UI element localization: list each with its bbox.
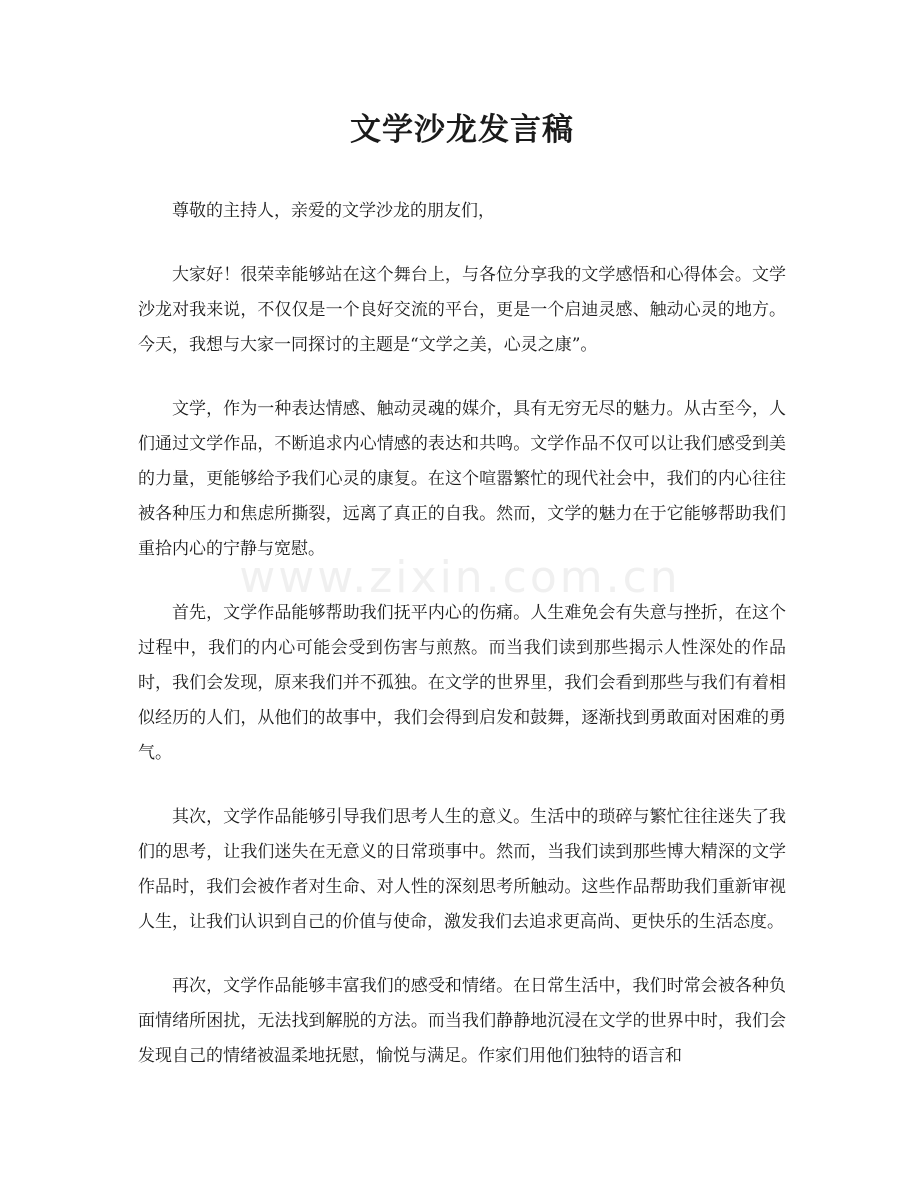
watermark-text: www.zixin.com.cn bbox=[239, 552, 681, 603]
paragraph-third-point: 再次，文学作品能够丰富我们的感受和情绪。在日常生活中，我们时常会被各种负面情绪所困扰，无法找到解脱的方法。而当我们静静地沉浸在文学的世界中时，我们会发现自己的情绪被温柔地抚慰，愉悦与满足。作家们用他们独特的语言和 bbox=[138, 976, 786, 1066]
paragraph-opening: 大家好！很荣幸能够站在这个舞台上，与各位分享我的文学感悟和心得体会。文学沙龙对我来说，不仅仅是一个良好交流的平台，更是一个启迪灵感、触动心灵的地方。今天，我想与大家一同探讨的主题是“文学之美，心灵之康”。 bbox=[138, 265, 786, 355]
document-title: 文学沙龙发言稿 bbox=[350, 112, 574, 148]
paragraph-second-point: 其次，文学作品能够引导我们思考人生的意义。生活中的琐碎与繁忙往往迷失了我们的思考，让我们迷失在无意义的日常琐事中。然而，当我们读到那些博大精深的文学作品时，我们会被作者对生命、对人性的深刻思考所触动。这些作品帮助我们重新审视人生，让我们认识到自己的价值与使命，激发我们去追求更高尚、更快乐的生活态度。 bbox=[138, 807, 786, 932]
paragraph-first-point: 首先，文学作品能够帮助我们抚平内心的伤痛。人生难免会有失意与挫折，在这个过程中，我们的内心可能会受到伤害与煎熬。而当我们读到那些揭示人性深处的作品时，我们会发现，原来我们并不孤独。在文学的世界里，我们会看到那些与我们有着相似经历的人们，从他们的故事中，我们会得到启发和鼓舞，逐渐找到勇敢面对困难的勇气。 bbox=[138, 603, 786, 763]
paragraph-greeting: 尊敬的主持人，亲爱的文学沙龙的朋友们， bbox=[172, 201, 495, 221]
paragraph-literature-charm: 文学，作为一种表达情感、触动灵魂的媒介，具有无穷无尽的魅力。从古至今，人们通过文学作品，不断追求内心情感的表达和共鸣。文学作品不仅可以让我们感受到美的力量，更能够给予我们心灵的康复。在这个喧嚣繁忙的现代社会中，我们的内心往往被各种压力和焦虑所撕裂，远离了真正的自我。然而，文学的魅力在于它能够帮助我们重拾内心的宁静与宽慰。 bbox=[138, 399, 786, 559]
